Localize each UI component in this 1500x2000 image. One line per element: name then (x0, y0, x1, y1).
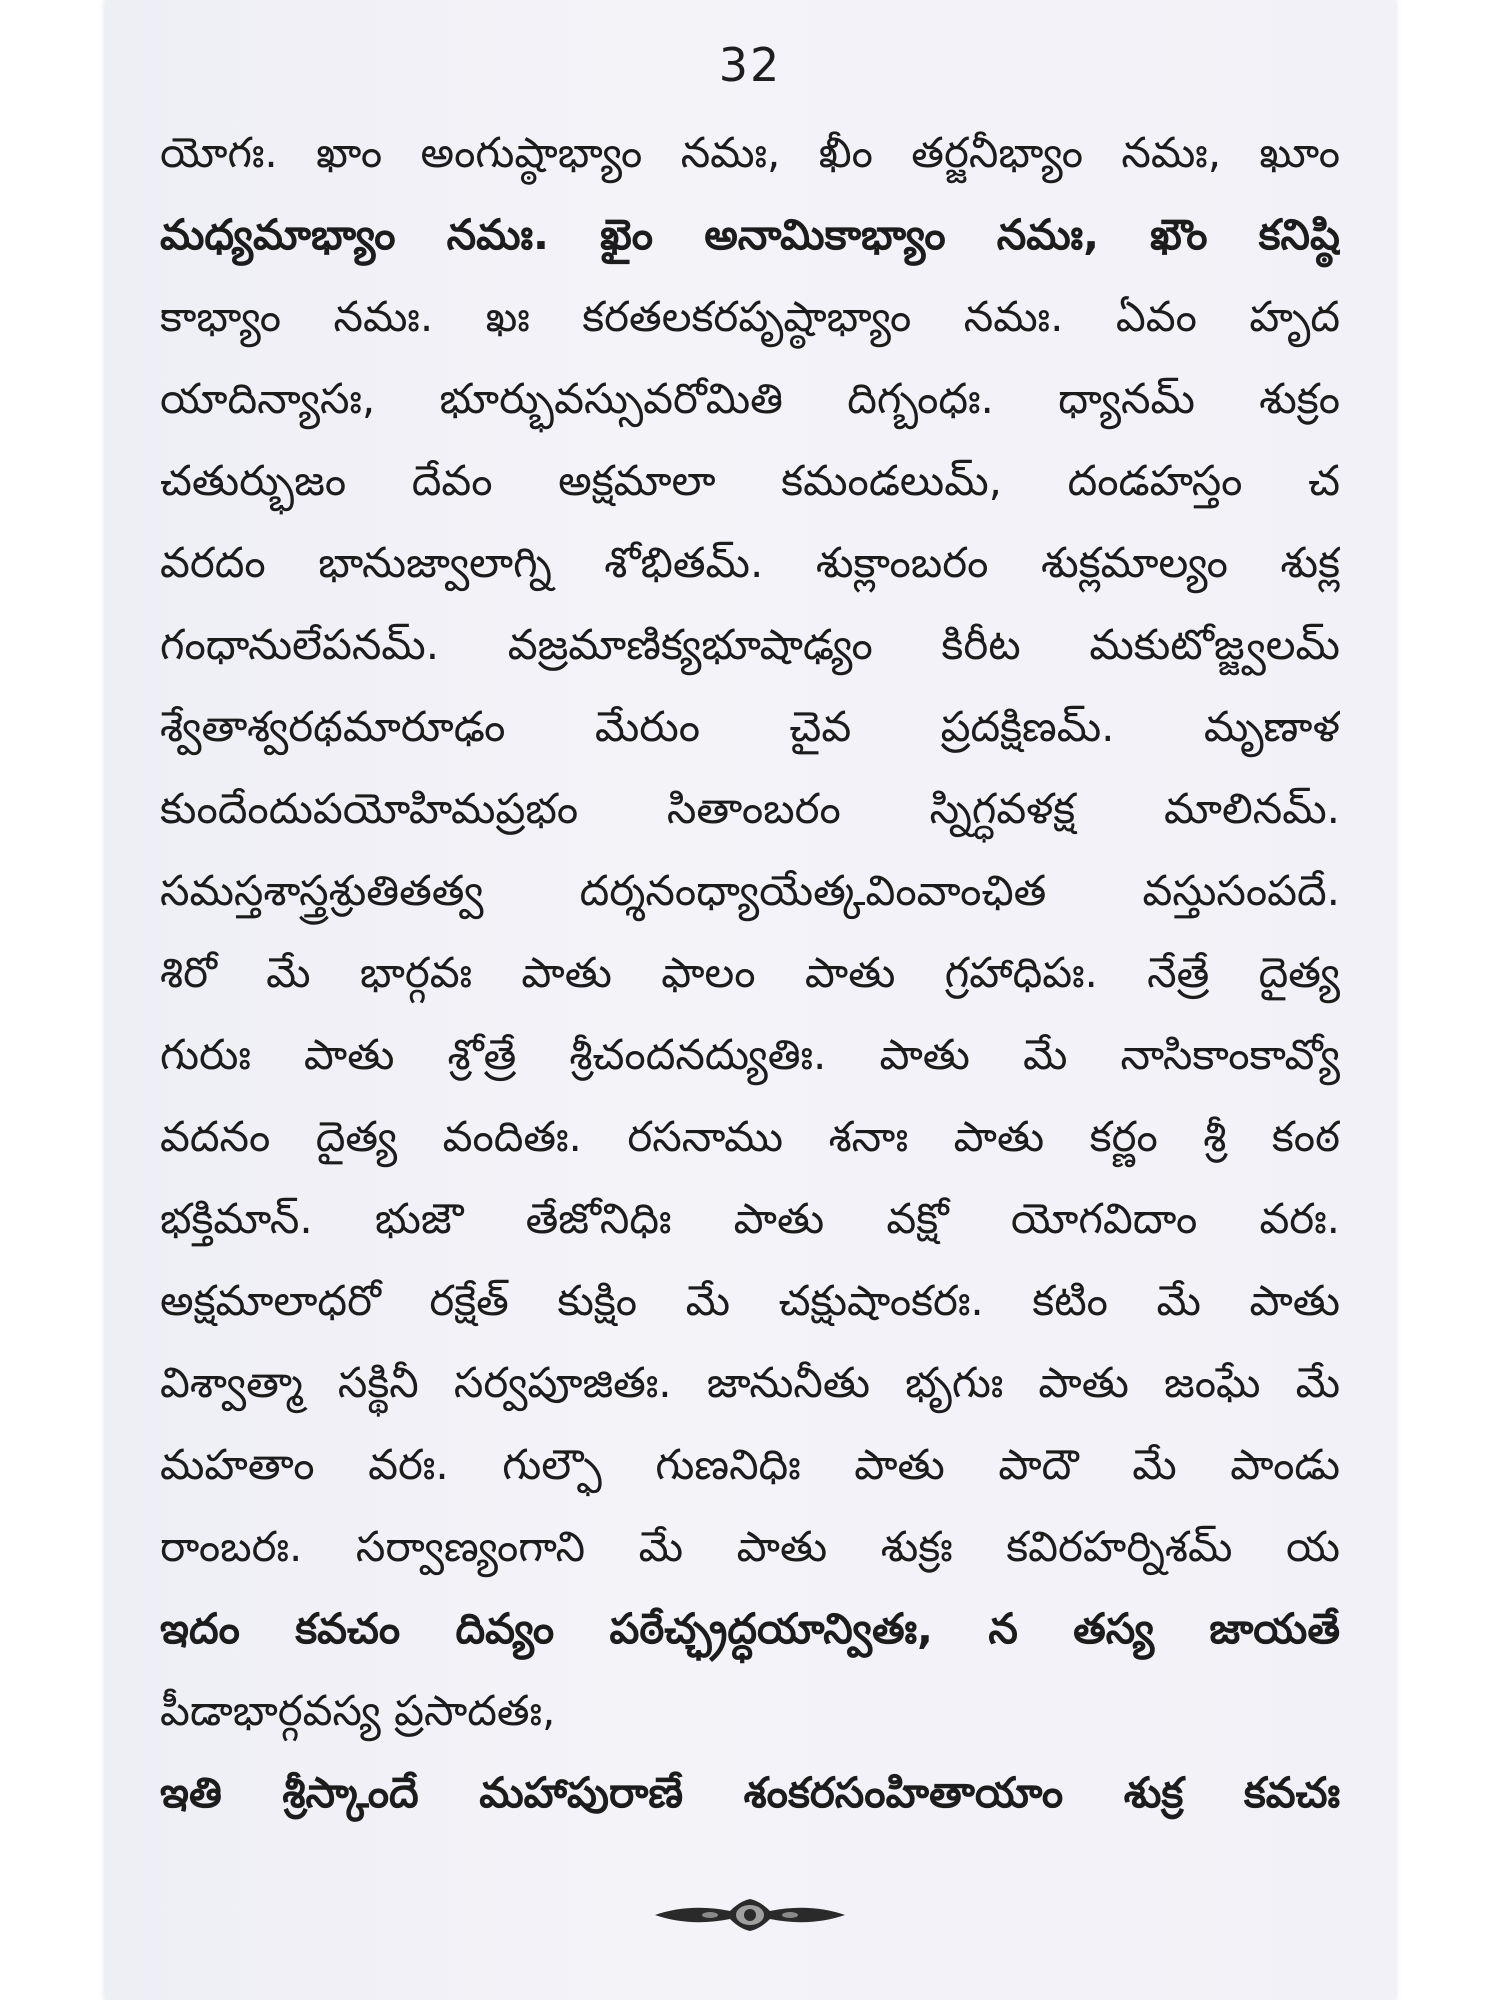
page-number: 32 (718, 38, 782, 92)
text-line-15: అక్షమాలాధరో రక్షేత్ కుక్షిం మే చక్షుషాంకరః. కటిం మే పాతు (160, 1276, 1340, 1325)
text-line-10: సమస్తశాస్త్రశ్రుతితత్వ దర్శనంధ్యాయేత్కవింవాంఛిత వస్తుసంపదే. (160, 866, 1340, 915)
text-line-4: యాదిన్యాసః, భూర్భువస్సువరోమితి దిగ్బంధః. ధ్యానమ్ శుక్రం (160, 374, 1340, 423)
text-line-17: మహతాం వరః. గుల్ఫౌ గుణనిధిః పాతు పాదౌ మే పాండు (160, 1440, 1340, 1489)
text-line-19: ఇదం కవచం దివ్యం పఠేచ్ఛ్రద్ధయాన్వితః, న తస్య జాయతే (160, 1604, 1340, 1653)
book-page (105, 0, 1395, 2000)
text-line-18: రాంబరః. సర్వాణ్యంగాని మే పాతు శుక్రః కవిరహర్నిశమ్ య (160, 1522, 1340, 1571)
decorative-divider-icon (105, 1895, 1395, 1935)
text-line-7: గంధానులేపనమ్. వజ్రమాణిక్యభూషాఢ్యం కిరీట మకుటోజ్జ్వలమ్ (160, 620, 1340, 669)
page-body (160, 112, 1340, 1834)
ornament-graphic (650, 1895, 850, 1935)
text-line-6: వరదం భానుజ్వాలాగ్ని శోభితమ్. శుక్లాంబరం శుక్లమాల్యం శుక్ల (160, 538, 1340, 587)
text-line-11: శిరో మే భార్గవః పాతు ఫాలం పాతు గ్రహాధిపః. నేత్రే దైత్య (160, 948, 1340, 997)
text-line-8: శ్వేతాశ్వరథమారూఢం మేరుం చైవ ప్రదక్షిణమ్. మృణాళ (160, 702, 1340, 751)
text-line-1: యోగః. ఖాం అంగుష్ఠాభ్యాం నమః, ఖీం తర్జనీభ్యాం నమః, ఖూం (160, 128, 1340, 177)
text-line-21: ఇతి శ్రీస్కాందే మహాపురాణే శంకరసంహితాయాం శుక్ర కవచః (160, 1768, 1340, 1817)
text-line-16: విశ్వాత్మా సక్థినీ సర్వపూజితః. జానునీతు భృగుః పాతు జంఘే మే (160, 1358, 1340, 1407)
text-line-9: కుందేందుపయోహిమప్రభం సితాంబరం స్నిగ్ధవళక్ష మాలినమ్. (160, 784, 1340, 833)
text-line-14: భక్తిమాన్. భుజౌ తేజోనిధిః పాతు వక్షో యోగవిదాం వరః. (160, 1194, 1340, 1243)
text-line-20: పీడాభార్గవస్య ప్రసాదతః, (160, 1686, 556, 1735)
text-line-12: గురుః పాతు శ్రోత్రే శ్రీచందనద్యుతిః. పాతు మే నాసికాంకావ్యో (160, 1030, 1340, 1079)
text-line-3: కాభ్యాం నమః. ఖః కరతలకరపృష్ఠాభ్యాం నమః. ఏవం హృద (160, 292, 1340, 341)
text-line-2: మధ్యమాభ్యాం నమః. ఖైం అనామికాభ్యాం నమః, ఖౌం కనిష్ఠి (160, 210, 1340, 259)
text-line-5: చతుర్భుజం దేవం అక్షమాలా కమండలుమ్, దండహస్తం చ (160, 456, 1340, 505)
text-line-13: వదనం దైత్య వందితః. రసనాము శనాః పాతు కర్ణం శ్రీ కంఠ (160, 1112, 1340, 1161)
